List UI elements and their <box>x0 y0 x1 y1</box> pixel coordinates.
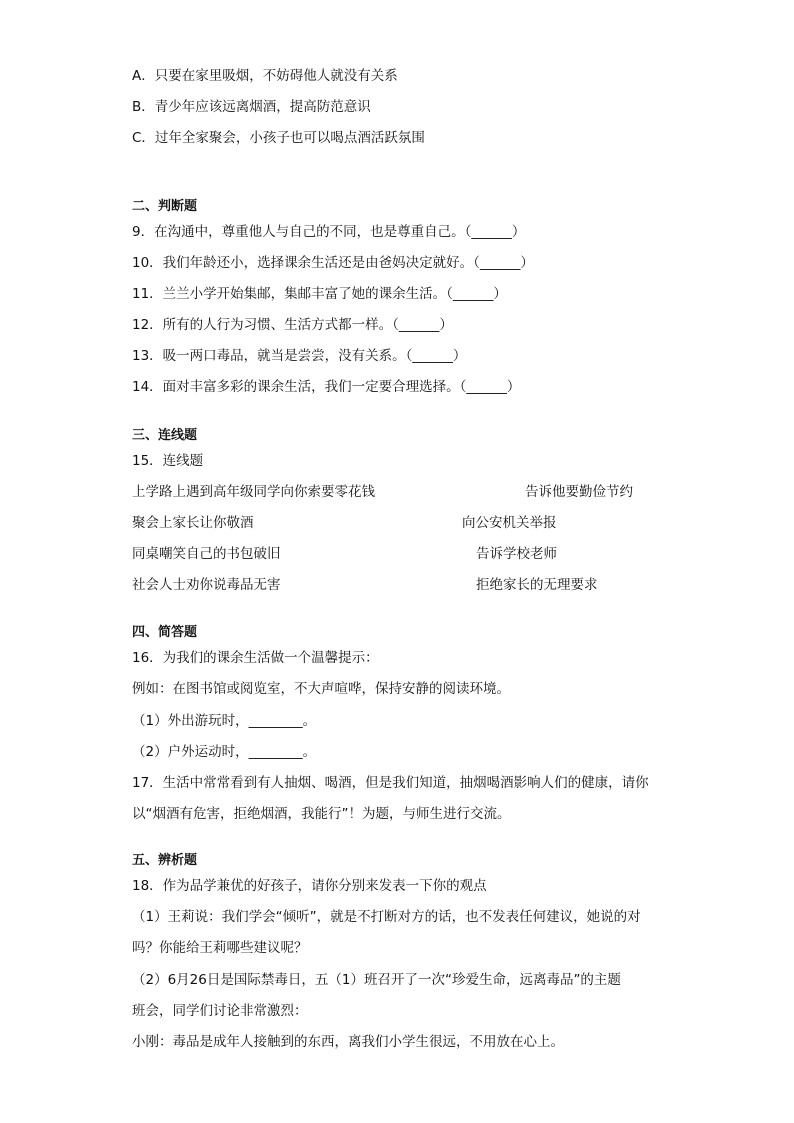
match-left-3: 同桌嘲笑自己的书包破旧 <box>132 546 281 562</box>
match-left-4: 社会人士劝你说毒品无害 <box>132 577 281 593</box>
question-11: 11．兰兰小学开始集邮，集邮丰富了她的课余生活。（______） <box>132 286 507 302</box>
match-right-1: 告诉他要勤俭节约 <box>525 484 633 500</box>
section-title-short-answer: 四、简答题 <box>132 625 198 640</box>
match-left-1: 上学路上遇到高年级同学向你索要零花钱 <box>132 484 375 500</box>
question-18-part-2-line-1: （2）6月26日是国际禁毒日，五（1）班召开了一次“珍爱生命，远离毒品”的主题 <box>132 972 621 988</box>
question-16-part-1: （1）外出游玩时，________。 <box>132 713 317 729</box>
question-10: 10．我们年龄还小，选择课余生活还是由爸妈决定就好。（______） <box>132 255 534 271</box>
option-a: A．只要在家里吸烟，不妨碍他人就没有关系 <box>132 68 398 84</box>
question-18-part-2-line-3: 小刚：毒品是成年人接触到的东西，离我们小学生很远，不用放在心上。 <box>132 1034 564 1050</box>
section-title-analysis: 五、辨析题 <box>132 853 198 868</box>
question-15: 15．连线题 <box>132 453 204 469</box>
section-title-judgement: 二、判断题 <box>132 199 198 214</box>
question-16: 16．为我们的课余生活做一个温馨提示： <box>132 650 379 666</box>
match-left-2: 聚会上家长让你敬酒 <box>132 515 254 531</box>
question-12: 12．所有的人行为习惯、生活方式都一样。（______） <box>132 317 453 333</box>
question-16-part-2: （2）户外运动时，________。 <box>132 744 317 760</box>
question-17-line-1: 17．生活中常常看到有人抽烟、喝酒，但是我们知道，抽烟喝酒影响人们的健康，请你 <box>132 775 649 791</box>
match-right-4: 拒绝家长的无理要求 <box>476 577 598 593</box>
question-9: 9．在沟通中，尊重他人与自己的不同，也是尊重自己。（______） <box>132 224 526 240</box>
question-18-part-2-line-2: 班会，同学们讨论非常激烈： <box>132 1003 308 1019</box>
question-18: 18．作为品学兼优的好孩子，请你分别来发表一下你的观点 <box>132 878 487 894</box>
option-b: B．青少年应该远离烟酒，提高防范意识 <box>132 99 371 115</box>
question-18-part-1-line-1: （1）王莉说：我们学会“倾听”，就是不打断对方的话，也不发表任何建议，她说的对 <box>132 909 641 925</box>
question-18-part-1-line-2: 吗？你能给王莉哪些建议呢？ <box>132 940 308 956</box>
match-right-2: 向公安机关举报 <box>462 515 557 531</box>
question-17-line-2: 以“烟酒有危害，拒绝烟酒，我能行”！为题，与师生进行交流。 <box>132 806 511 822</box>
section-title-matching: 三、连线题 <box>132 428 198 443</box>
question-14: 14．面对丰富多彩的课余生活，我们一定要合理选择。（______） <box>132 379 521 395</box>
option-c: C．过年全家聚会，小孩子也可以喝点酒活跃氛围 <box>132 130 425 146</box>
question-13: 13．吸一两口毒品，就当是尝尝，没有关系。（______） <box>132 348 467 364</box>
match-right-3: 告诉学校老师 <box>476 546 557 562</box>
question-16-example: 例如：在图书馆或阅览室，不大声喧哗，保持安静的阅读环境。 <box>132 681 510 697</box>
